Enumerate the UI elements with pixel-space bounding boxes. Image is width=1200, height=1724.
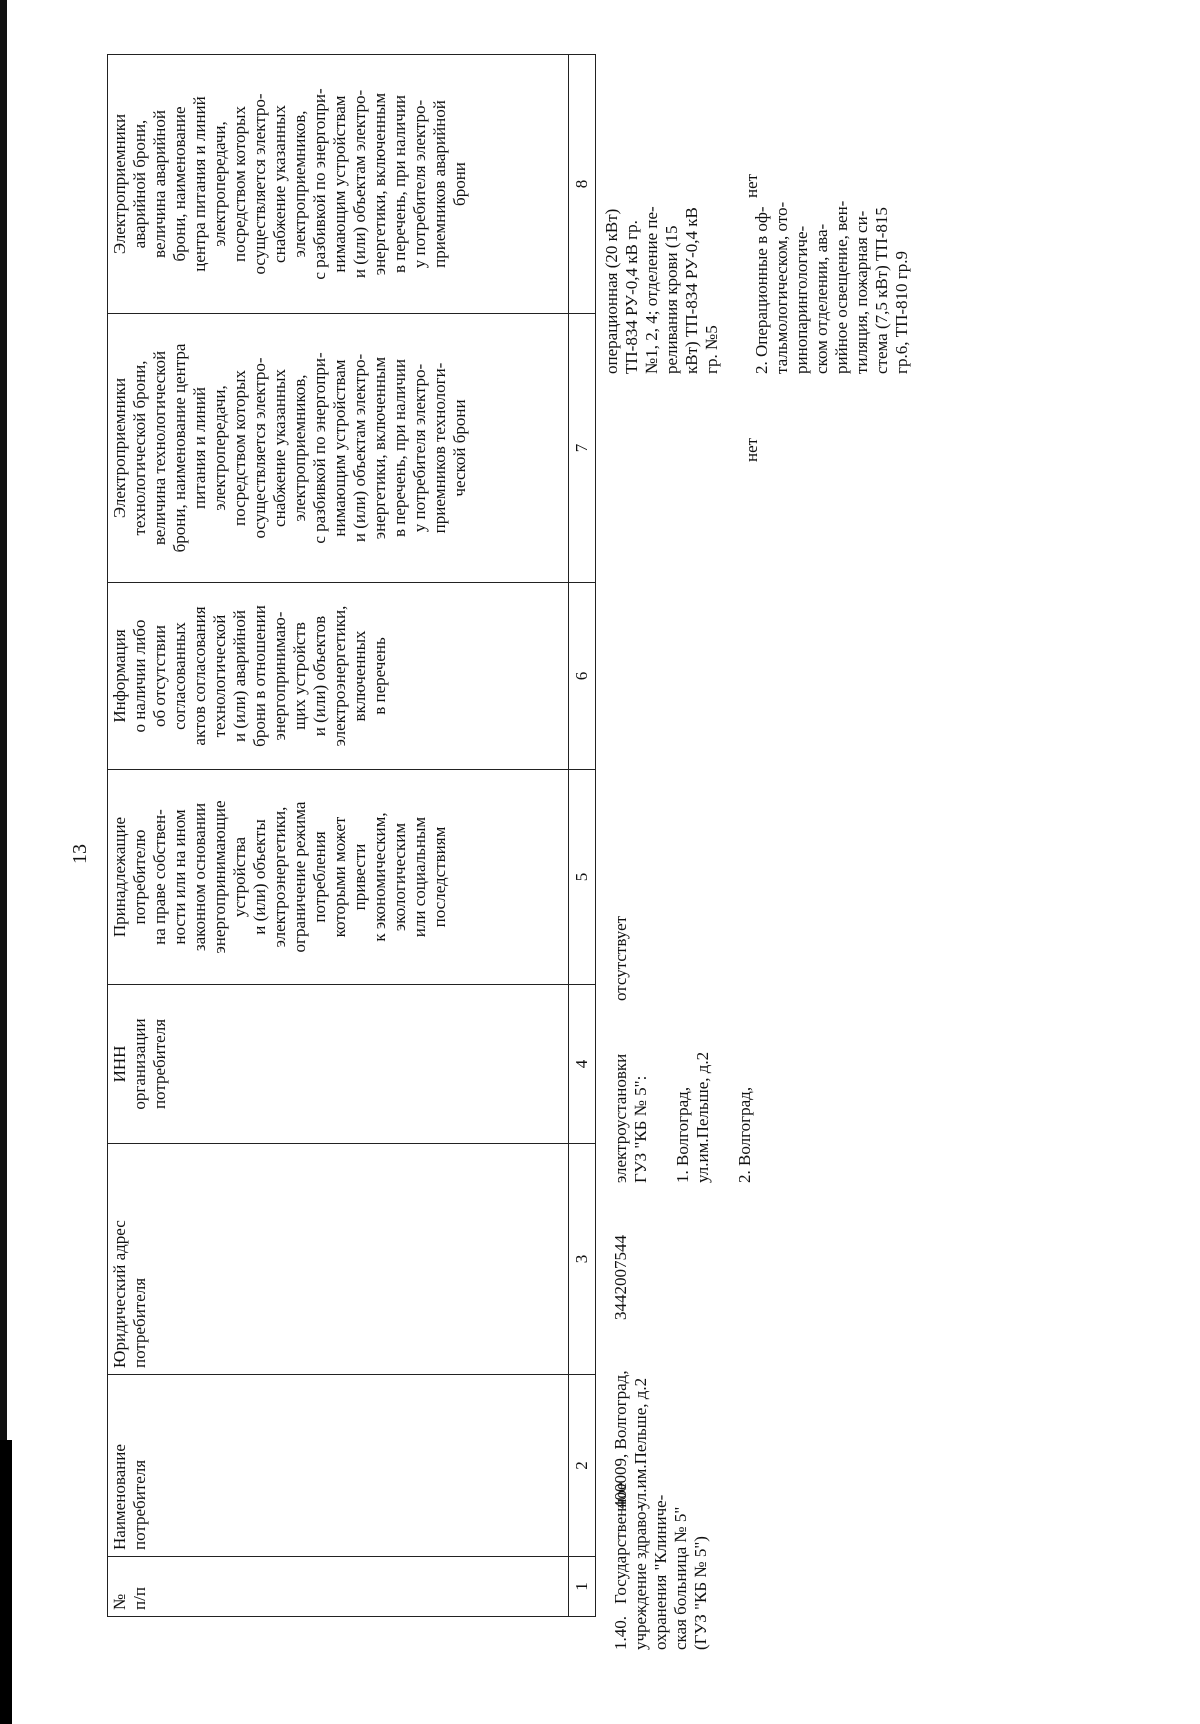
header-line: ческой брони: [450, 399, 469, 497]
emergency-line: тальмологическом, ото-: [772, 201, 791, 374]
header-line: величина технологической: [150, 350, 169, 546]
header-line: потребителю: [130, 829, 149, 925]
column-number-row: [569, 55, 596, 1617]
emergency-item: [602, 61, 722, 374]
header-line: Принадлежащие: [110, 816, 129, 938]
name-line: Государственное: [611, 1482, 630, 1604]
header-line: энергетики, включенным: [370, 356, 389, 540]
header-line: электропередачи,: [210, 121, 229, 247]
page-number: 13: [69, 844, 91, 864]
header-cell-2: [108, 1375, 569, 1557]
header-line: потребителя: [130, 1459, 149, 1550]
column-number-1: 1: [569, 1557, 596, 1617]
row-emergency-status: нет: [742, 173, 761, 198]
header-line: в перечень: [370, 637, 389, 715]
header-line: электроэнергетики,: [270, 806, 289, 948]
header-row: [108, 55, 569, 1617]
header-cell-5: [108, 770, 569, 985]
emergency-line: ском отделении, ава-: [812, 223, 831, 374]
header-cell-3: [108, 1144, 569, 1375]
column-number-3: 3: [569, 1144, 596, 1375]
header-line: и (или) объекты: [250, 819, 269, 935]
header-line: устройства: [230, 836, 249, 918]
row-technological-cell: нет: [742, 437, 761, 462]
header-line: с разбивкой по энергопри-: [310, 88, 329, 280]
header-line: щих устройств: [290, 622, 309, 730]
row-address-cell: [611, 1333, 651, 1509]
header-line: п/п: [130, 1587, 149, 1610]
header-line: брони, наименование: [170, 106, 189, 262]
row-agreements-cell: отсутствует: [611, 915, 630, 1001]
row-installations-cell: [611, 1023, 755, 1183]
header-line: посредством которых: [230, 106, 249, 262]
installation-line: [651, 1023, 673, 1183]
header-line: о наличии либо: [130, 619, 149, 733]
header-line: технологической: [210, 614, 229, 738]
installation-line: ГУЗ "КБ № 5":: [631, 1075, 650, 1183]
header-line: у потребителя электро-: [410, 99, 429, 269]
header-cell-7: [108, 314, 569, 583]
header-line: ограничение режима: [290, 801, 309, 953]
header-line: центра питания и линий: [190, 96, 209, 272]
header-line: аварийной брони,: [130, 119, 149, 249]
header-line: электроприемников,: [290, 374, 309, 522]
address-line: 400009, Волгоград,: [611, 1370, 630, 1509]
header-line: и (или) аварийной: [230, 610, 249, 742]
header-cell-4: [108, 985, 569, 1144]
emergency-line: реливания крови (15: [662, 225, 681, 374]
column-number-6: 6: [569, 583, 596, 770]
header-line: и (или) объектам электро-: [350, 89, 369, 279]
header-line: потребителя: [130, 1277, 149, 1368]
header-line: включенных: [350, 630, 369, 722]
header-table: [107, 54, 596, 1617]
header-line: и (или) объектов: [310, 615, 329, 737]
installation-line: 1. Волгоград,: [673, 1086, 692, 1183]
header-line: осуществляется электро-: [250, 93, 269, 275]
header-line: актов согласования: [190, 606, 209, 746]
header-cell-8: [108, 55, 569, 314]
header-line: электроприемников,: [290, 110, 309, 258]
header-line: приемников технологи-: [430, 362, 449, 534]
column-number-8: 8: [569, 55, 596, 314]
column-number-5: 5: [569, 770, 596, 985]
emergency-line: стема (7,5 кВт) ТП-815: [872, 207, 891, 374]
header-line: осуществляется электро-: [250, 357, 269, 539]
header-line: электропередачи,: [210, 385, 229, 511]
emergency-line: гр.6, ТП-810 гр.9: [892, 250, 911, 374]
header-line: технологической брони,: [130, 360, 149, 536]
name-line: (ГУЗ "КБ № 5"): [691, 1536, 710, 1650]
header-line: законном основании: [190, 802, 209, 952]
header-line: с разбивкой по энергопри-: [310, 352, 329, 544]
installation-line: электроустановки: [611, 1053, 630, 1183]
column-number-7: 7: [569, 314, 596, 583]
installation-line: 2. Волгоград,: [735, 1086, 754, 1183]
header-line: экологическим: [390, 822, 409, 932]
header-line: Юридический адрес: [110, 1220, 129, 1368]
header-line: Электроприемники: [110, 377, 129, 519]
header-line: энергопринимающие: [210, 800, 229, 954]
header-line: Информация: [110, 629, 129, 723]
header-cell-1: [108, 1557, 569, 1617]
header-line: на праве собствен-: [150, 809, 169, 945]
header-line: согласованных: [170, 622, 189, 730]
column-number-2: 2: [569, 1375, 596, 1557]
address-line: ул.им.Пельше, д.2: [631, 1377, 650, 1509]
header-line: Электроприемники: [110, 113, 129, 255]
header-line: ности или на ином: [170, 809, 189, 945]
header-line: потребителя: [150, 1018, 169, 1110]
name-line: ская больница № 5": [671, 1506, 690, 1650]
header-line: брони в отношении: [250, 605, 269, 747]
header-line: посредством которых: [230, 370, 249, 526]
header-line: или социальным: [410, 816, 429, 938]
header-line: которыми может: [330, 816, 349, 938]
header-line: нимающим устройствам: [330, 95, 349, 273]
header-line: потребления: [310, 831, 329, 923]
header-cell-6: [108, 583, 569, 770]
header-line: снабжение указанных: [270, 369, 289, 527]
header-line: брони: [450, 162, 469, 206]
header-line: снабжение указанных: [270, 105, 289, 263]
header-line: в перечень, при наличии: [390, 94, 409, 274]
name-line: охранения "Клиниче-: [651, 1494, 670, 1650]
header-line: величина аварийной: [150, 110, 169, 258]
emergency-line: тиляция, пожарная си-: [852, 210, 871, 374]
emergency-item: [752, 61, 912, 374]
emergency-line: рийное освещение, вен-: [832, 200, 851, 374]
row-emergency-cell: [602, 61, 912, 374]
installation-line: [713, 1023, 735, 1183]
header-line: ИНН: [110, 1045, 129, 1083]
column-number-4: 4: [569, 985, 596, 1144]
name-line: учреждение здраво-: [631, 1505, 650, 1650]
header-line: последствиям: [430, 826, 449, 928]
emergency-line: №1, 2, 4; отделение пе-: [642, 206, 661, 374]
header-line: к экономическим,: [370, 812, 389, 942]
header-line: об отсутствии: [150, 625, 169, 727]
header-line: №: [110, 1593, 129, 1610]
header-line: энергетики, включенным: [370, 92, 389, 276]
row-inn-cell: 3442007544: [611, 1235, 630, 1320]
installation-line: ул.им.Пельше, д.2: [693, 1051, 712, 1183]
emergency-line: ринопарингологиче-: [792, 225, 811, 374]
emergency-line: гр. №5: [702, 325, 721, 374]
header-line: брони, наименование центра: [170, 343, 189, 553]
header-line: приемников аварийной: [430, 100, 449, 268]
header-line: нимающим устройствам: [330, 359, 349, 537]
header-line: и (или) объектам электро-: [350, 353, 369, 543]
emergency-line: операционная (20 кВт): [602, 208, 621, 374]
header-line: питания и линий: [190, 387, 209, 509]
row-number: 1.40.: [611, 1616, 630, 1650]
emergency-line: 2. Операционные в оф-: [752, 206, 771, 374]
header-line: Наименование: [110, 1444, 129, 1550]
emergency-line: ТП-834 РУ-0,4 кВ гр.: [622, 220, 641, 374]
header-line: организации: [130, 1018, 149, 1110]
header-line: у потребителя электро-: [410, 363, 429, 533]
header-line: энергопринимаю-: [270, 611, 289, 741]
emergency-line: кВт) ТП-834 РУ-0,4 кВ: [682, 207, 701, 374]
header-line: привести: [350, 843, 369, 911]
header-line: в перечень, при наличии: [390, 358, 409, 538]
header-line: электроэнергетики,: [330, 605, 349, 747]
